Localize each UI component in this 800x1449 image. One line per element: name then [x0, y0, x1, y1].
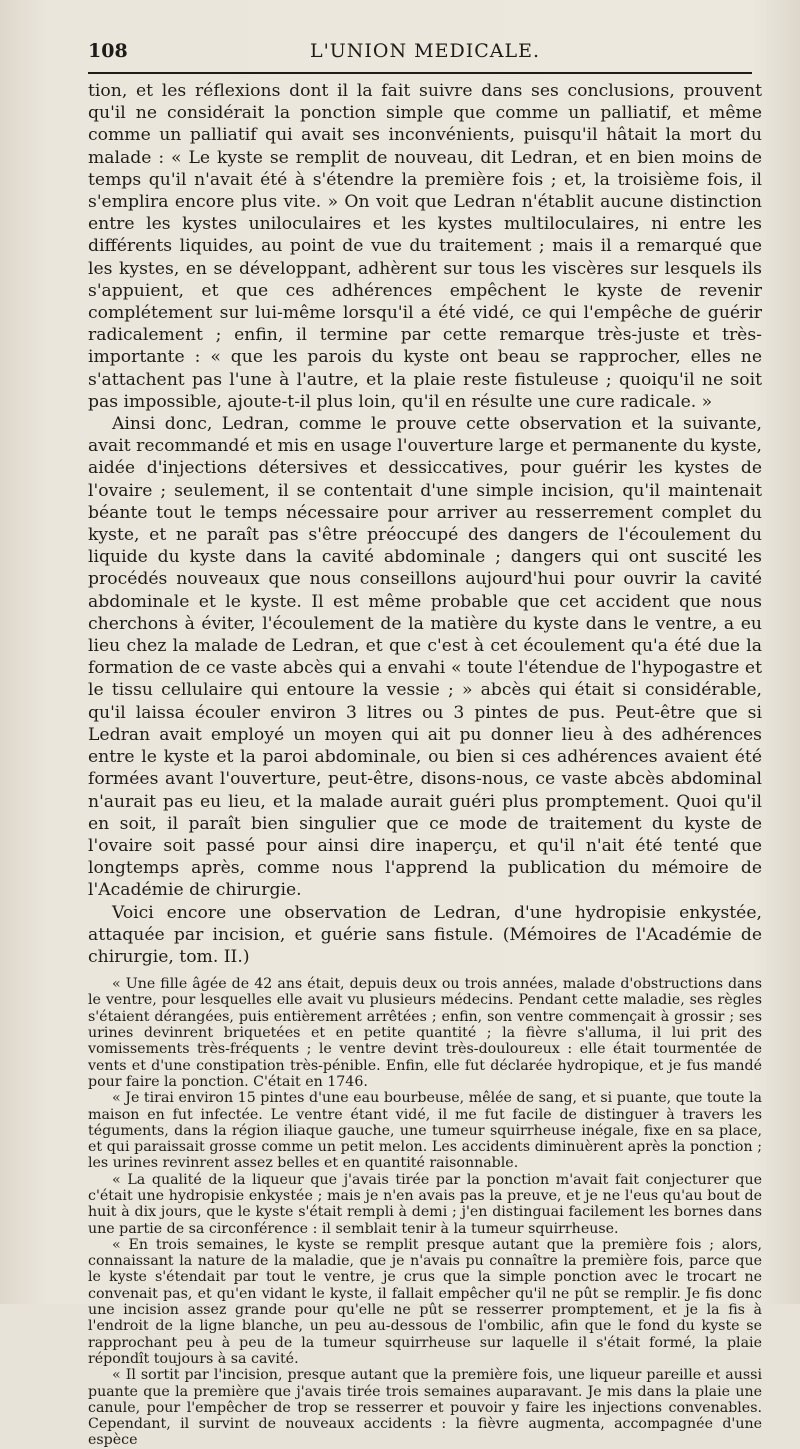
running-title: L'UNION MEDICALE. [309, 40, 541, 62]
spacer [88, 968, 762, 976]
quote-paragraph-2: « Je tirai environ 15 pintes d'une eau bourbeuse, mêlée de sang, et si puante, que toute la maison en fut infectée. Le ventre étant vidé, il me fut facile de distinguer à travers les téguments, dans la région iliaque gauche, une tumeur squirrheuse inégale, fixe en sa place, et qui paraissait grosse comme un petit melon. Les accidents diminuèrent après la ponction ; les urines revinrent assez belles et en quantité raisonnable. [88, 1090, 762, 1172]
quote-paragraph-3: « La qualité de la liqueur que j'avais tirée par la ponction m'avait fait conjecturer que c'était une hydropisie enkystée ; mais je n'en avais pas la preuve, et je ne l'eus qu'au bout de huit à dix jours, que le kyste s'était rempli à demi ; j'en distinguai facilement les bornes dans une partie de sa circonférence : il semblait tenir à la tumeur squirrheuse. [88, 1171, 762, 1237]
main-paragraph-3: Voici encore une observation de Ledran, d'une hydropisie enkystée, attaquée par incision, et guérie sans fistule. (Mémoires de l'Académie de chirurgie, tom. II.) [88, 902, 762, 967]
header-rule [88, 72, 752, 74]
quote-paragraph-1: « Une fille âgée de 42 ans était, depuis deux ou trois années, malade d'obstructions dans le ventre, pour lesquelles elle avait vu plusieurs médecins. Pendant cette maladie, ses règles s'étaient dérangées, puis entièrement arrêtées ; enfin, son ventre commençait à grossir ; ses urines devinrent briquetées et en petite quantité ; la fièvre s'alluma, il lui prit des vomissements très-fréquents ; le ventre devint très-douloureux : elle était tourmentée de vents et d'une constipation très-pénible. Enfin, elle fut déclarée hydropique, et je fus mandé pour faire la ponction. C'était en 1746. [88, 976, 762, 1090]
main-paragraph-1: tion, et les réflexions dont il la fait suivre dans ses conclusions, prouvent qu'il ne considérait la ponction simple que comme un palliatif, et même comme un palliatif qui avait ses inconvénients, puisqu'il hâtait la mort du malade : « Le kyste se remplit de nouveau, dit Ledran, et en bien moins de temps qu'il n'avait été à s'étendre la première fois ; et, la troisième fois, il s'emplira encore plus vite. » On voit que Ledran n'établit aucune distinction entre les kystes uniloculaires et les kystes multiloculaires, ni entre les différents liquides, au point de vue du traitement ; mais il a remarqué que les kystes, en se développant, adhèrent sur tous les viscères sur lesquels ils s'appuient, et que ces adhérences empêchent le kyste de revenir complétement sur lui-même lorsqu'il a été vidé, ce qui l'empêche de guérir radicalement ; enfin, il termine par cette remarque très-juste et très-importante : « que les parois du kyste ont beau se rapprocher, elles ne s'attachent pas l'une à l'autre, et la plaie reste fistuleuse ; quoiqu'il ne soit pas impossible, ajoute-t-il plus loin, qu'il en résulte une cure radicale. » [88, 81, 762, 412]
main-paragraph-2: Ainsi donc, Ledran, comme le prouve cette observation et la suivante, avait recommandé et mis en usage l'ouverture large et permanente du kyste, aidée d'injections détersives et dessiccatives, pour guérir les kystes de l'ovaire ; seulement, il se contentait d'une simple incision, qu'il maintenait béante tout le temps nécessaire pour arriver au resserrement complet du kyste, et ne paraît pas s'être préoccupé des dangers de l'écoulement du liquide du kyste dans la cavité abdominale ; dangers qui ont suscité les procédés nouveaux que nous conseillons aujourd'hui pour ouvrir la cavité abdominale et le kyste. Il est même probable que cet accident que nous cherchons à éviter, l'écoulement de la matière du kyste dans le ventre, a eu lieu chez la malade de Ledran, et que c'est à cet écoulement qu'a été due la formation de ce vaste abcès qui a envahi « toute l'étendue de l'hypogastre et le tissu cellulaire qui entoure la vessie ; » abcès qui était si considérable, qu'il laissa écouler environ 3 litres ou 3 pintes de pus. Peut-être que si Ledran avait employé un moyen qui ait pu donner lieu à des adhérences entre le kyste et la paroi abdominale, ou bien si ces adhérences avaient été formées avant l'ouverture, peut-être, disons-nous, ce vaste abcès abdominal n'aurait pas eu lieu, et la malade aurait guéri plus promptement. Quoi qu'il en soit, il paraît bien singulier que ce mode de traitement du kyste de l'ovaire soit passé pour ainsi dire inaperçu, et qu'il n'ait été tenté que longtemps après, comme nous l'apprend la publication du mémoire de l'Académie de chirurgie. [88, 414, 762, 901]
page-header [88, 34, 762, 64]
page-number: 108 [88, 40, 128, 62]
quote-paragraph-4: « En trois semaines, le kyste se remplit presque autant que la première fois ; alors, connaissant la nature de la maladie, que je n'avais pu connaître la première fois, parce que le kyste s'étendait par tout le ventre, je crus que la simple ponction avec le trocart ne convenait pas, et qu'en vidant le kyste, il fallait empêcher qu'il ne pût se remplir. Je fis donc une incision assez grande pour qu'elle ne pût se resserrer promptement, et je la fis à l'endroit de la ligne blanche, un peu au-dessous de l'ombilic, afin que le fond du kyste se rapprochant peu à peu de la tumeur squirrheuse sur laquelle il s'était formé, la plaie répondît toujours à sa cavité. [88, 1236, 762, 1367]
quote-paragraph-5: « Il sortit par l'incision, presque autant que la première fois, une liqueur pareille et aussi puante que la première que j'avais tirée trois semaines auparavant. Je mis dans la plaie une canule, pour l'empêcher de trop se resserrer et pouvoir y faire les injections convenables. Cependant, il survint de nouveaux accidents : la fièvre augmenta, accompagnée d'une espèce [88, 1367, 762, 1449]
